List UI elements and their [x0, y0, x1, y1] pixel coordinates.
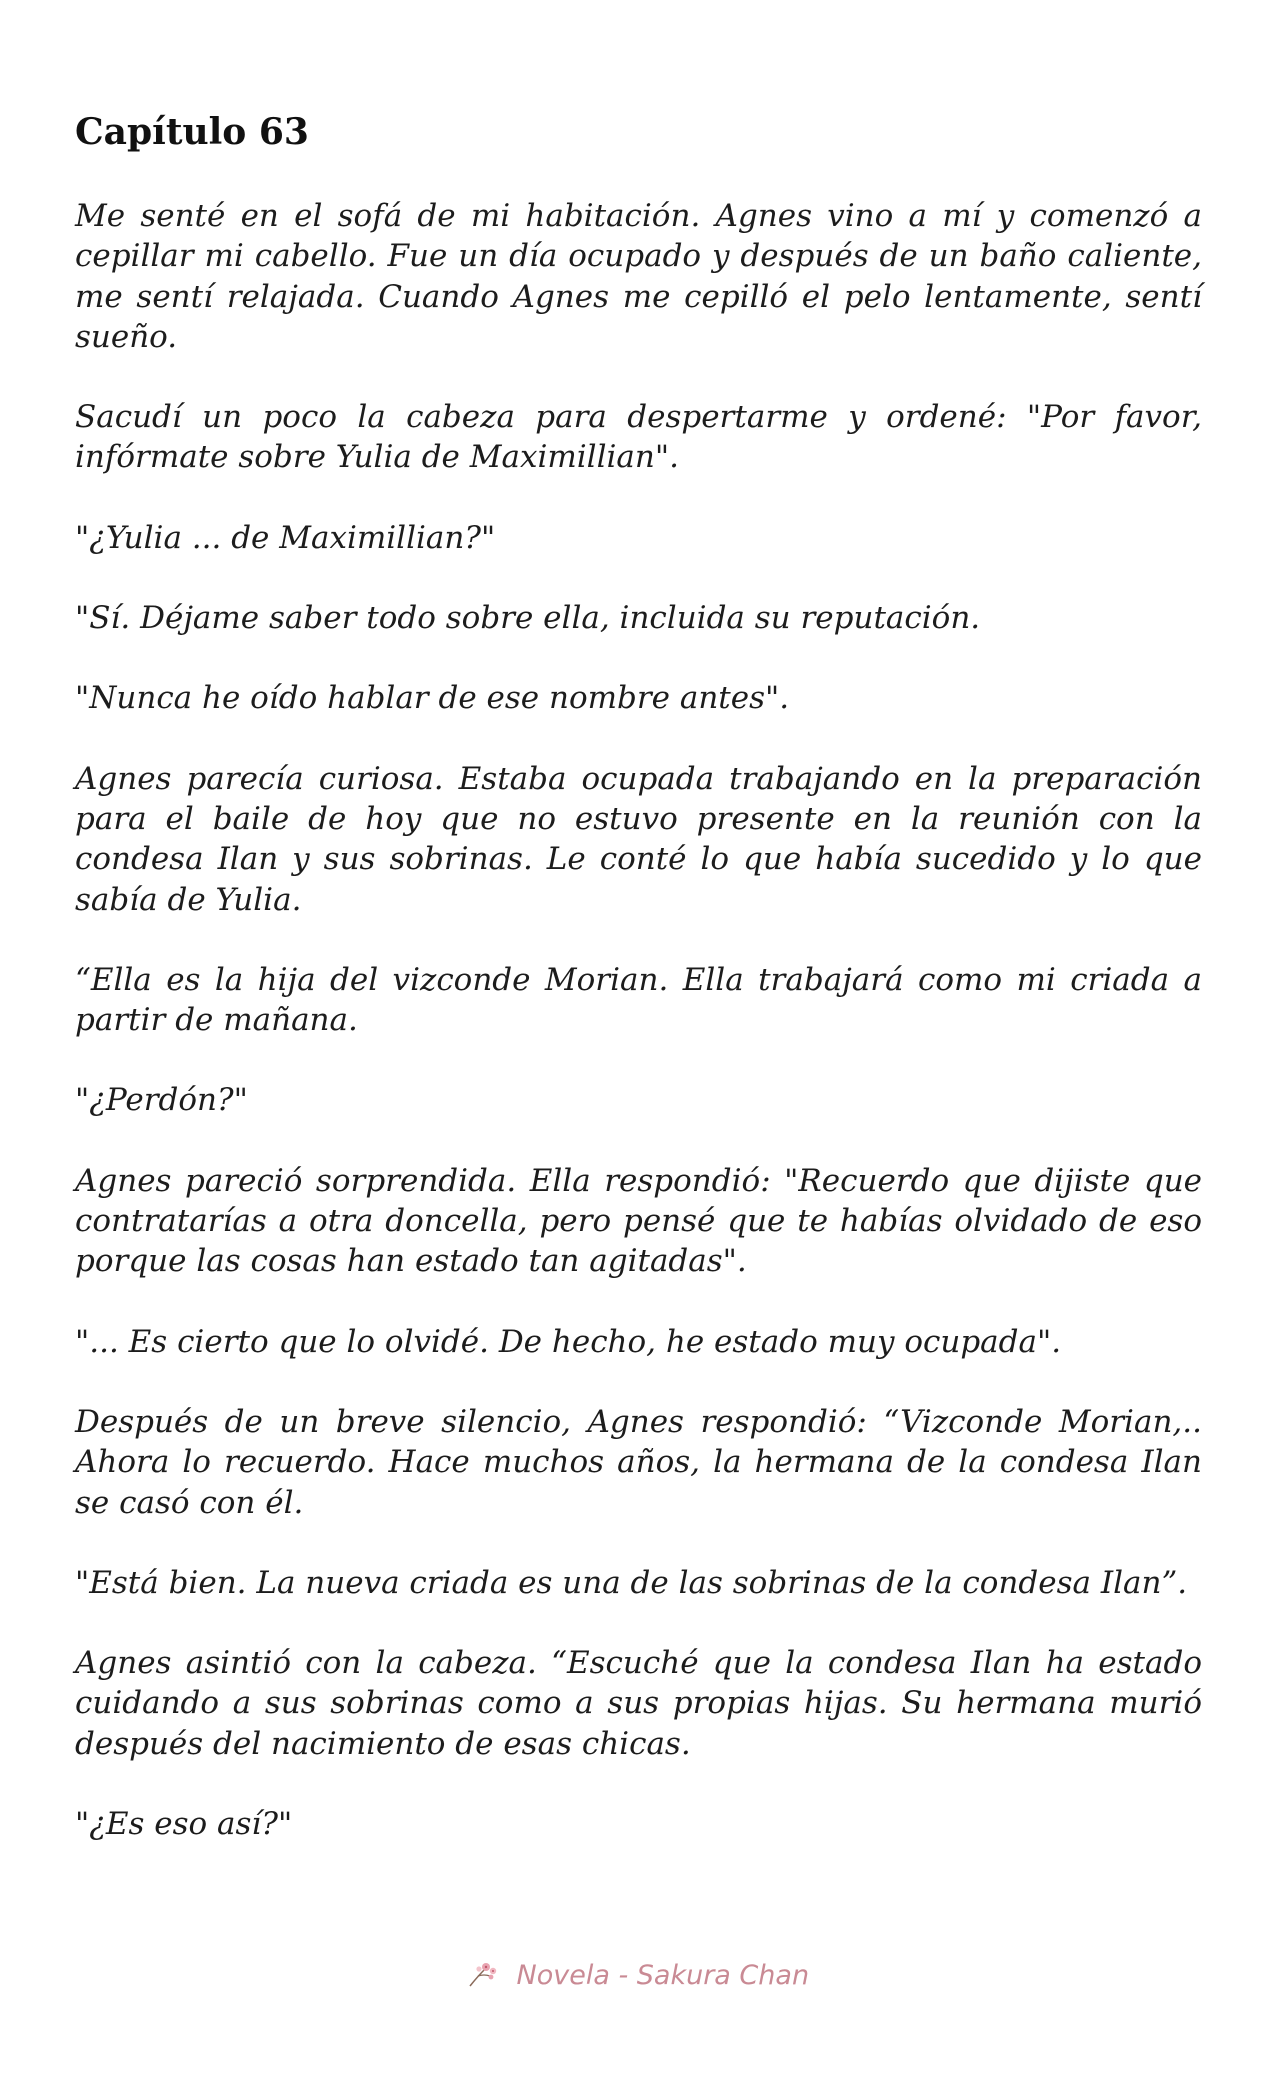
paragraph: "¿Yulia ... de Maximillian?" [75, 519, 496, 556]
paragraph: "... Es cierto que lo olvidé. De hecho, he estado muy ocupada". [75, 1323, 1062, 1360]
watermark-footer [0, 1960, 1275, 1991]
paragraph: Agnes asintió con la cabeza. “Escuché que la condesa Ilan ha estado cuidando a sus sobrinas como a sus propias hijas. Su hermana murió después del nacimiento de esas chicas. [75, 1645, 1202, 1762]
paragraph: “Ella es la hija del vizconde Morian. Ella trabajará como mi criada a partir de mañana. [75, 961, 1202, 1039]
paragraph: "¿Es eso así?" [75, 1806, 293, 1843]
document-page [75, 110, 1202, 1884]
paragraph: "Nunca he oído hablar de ese nombre antes". [75, 680, 790, 717]
paragraph: Me senté en el sofá de mi habitación. Agnes vino a mí y comenzó a cepillar mi cabello. Fue un día ocupado y después de un baño caliente, me sentí relajada. Cuando Agnes me cepilló el pelo lentamente, sentí sueño. [75, 198, 1202, 355]
watermark-text: Novela - Sakura Chan [516, 1960, 810, 1991]
paragraph: Agnes parecía curiosa. Estaba ocupada trabajando en la preparación para el baile de hoy que no estuvo presente en la reunión con la condesa Ilan y sus sobrinas. Le conté lo que había sucedido y lo que sabía de Yulia. [75, 760, 1202, 918]
paragraph: Después de un breve silencio, Agnes respondió: “Vizconde Morian,.. Ahora lo recuerdo. Hace muchos años, la hermana de la condesa Ilan se casó con él. [75, 1403, 1202, 1521]
paragraph: "¿Perdón?" [75, 1082, 248, 1119]
chapter-title: Capítulo 63 [75, 111, 309, 153]
paragraph: Agnes pareció sorprendida. Ella respondió: "Recuerdo que dijiste que contratarías a otra doncella, pero pensé que te habías olvidado de eso porque las cosas han estado tan agitadas". [75, 1162, 1202, 1280]
paragraph: "Sí. Déjame saber todo sobre ella, incluida su reputación. [75, 600, 981, 637]
sakura-flower-icon [466, 1960, 502, 1988]
paragraph: "Está bien. La nueva criada es una de las sobrinas de la condesa Ilan”. [75, 1564, 1188, 1601]
paragraph: Sacudí un poco la cabeza para despertarme y ordené: "Por favor, infórmate sobre Yulia de Maximillian". [75, 399, 1202, 476]
